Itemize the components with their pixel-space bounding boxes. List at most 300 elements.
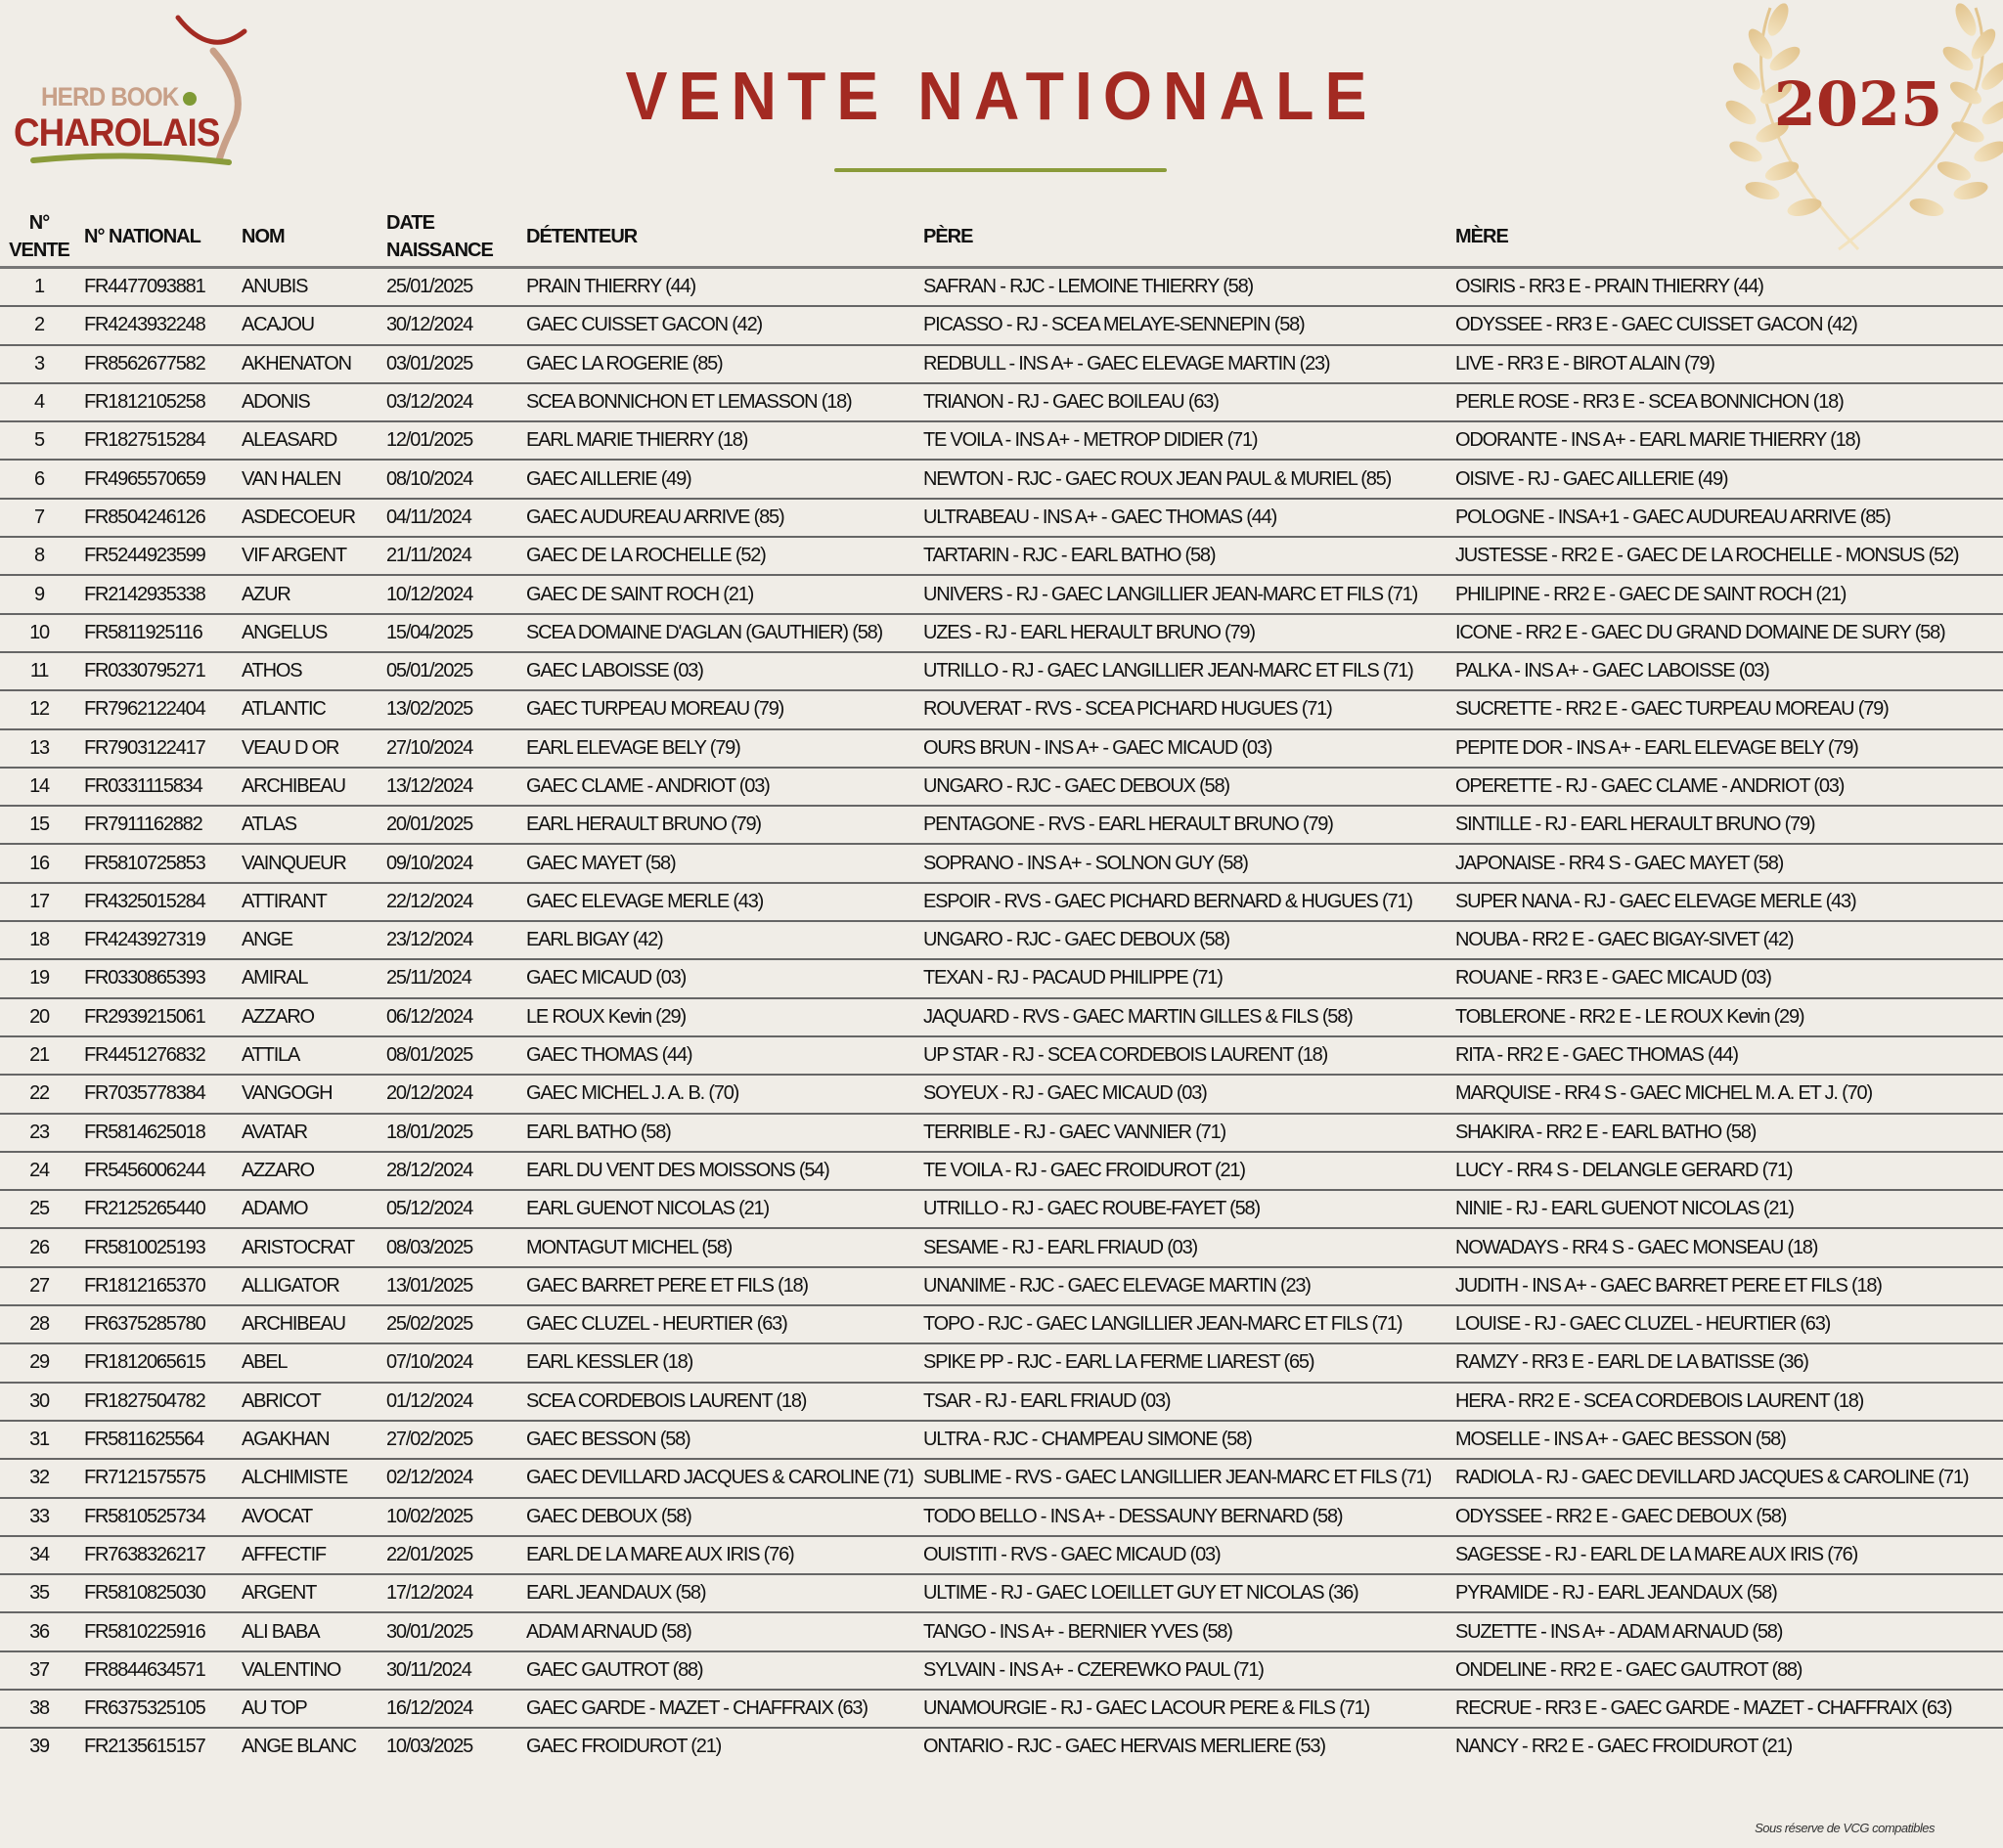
cell-detenteur: EARL DE LA MARE AUX IRIS (76) [526,1536,923,1574]
table-row [0,306,2003,344]
cell-pere: ONTARIO - RJC - GAEC HERVAIS MERLIERE (53) [923,1736,1325,1758]
cell-mere: MARQUISE - RR4 S - GAEC MICHEL M. A. ET J. (70) [1455,1075,2003,1113]
cell-pere: TERRIBLE - RJ - GAEC VANNIER (71) [923,1114,1455,1152]
cell-date: 15/04/2025 [386,614,526,652]
cell-mere: PALKA - INS A+ - GAEC LABOISSE (03) [1455,652,2003,690]
cell-mere: NINIE - RJ - EARL GUENOT NICOLAS (21) [1455,1190,2003,1228]
cell-date: 25/01/2025 [386,268,526,307]
cell-nom: AMIRAL [242,959,386,997]
cell-vente: 12 [0,690,78,728]
table-header-row [0,207,2003,268]
cell-vente: 32 [0,1459,78,1497]
cell-national: FR5244923599 [78,537,242,575]
cell-date: 10/12/2024 [386,575,526,613]
cell-vente: 7 [0,499,78,537]
cell-national: FR7903122417 [78,729,242,768]
cell-date: 13/02/2025 [386,690,526,728]
cell-vente: 20 [0,998,78,1036]
cell-pere: UZES - RJ - EARL HERAULT BRUNO (79) [923,614,1455,652]
cell-nom: AZZARO [242,998,386,1036]
cell-mere: POLOGNE - INSA+1 - GAEC AUDUREAU ARRIVE (85) [1455,499,2003,537]
cell-vente: 6 [0,460,78,498]
cell-national: FR2135615157 [84,1736,205,1758]
cell-date: 25/11/2024 [386,959,526,997]
table-row [0,1421,2003,1459]
cell-detenteur: GAEC BESSON (58) [526,1421,923,1459]
cell-pere: TEXAN - RJ - PACAUD PHILIPPE (71) [923,959,1455,997]
cell-date: 08/01/2025 [386,1036,526,1075]
cell-mere: NOUBA - RR2 E - GAEC BIGAY-SIVET (42) [1455,921,2003,959]
table-row [0,345,2003,383]
cell-nom: ALCHIMISTE [242,1459,386,1497]
cell-date: 25/02/2025 [386,1305,526,1343]
cell-vente: 14 [0,768,78,806]
table-row [0,1075,2003,1113]
cell-pere: UTRILLO - RJ - GAEC LANGILLIER JEAN-MARC ET FILS (71) [923,652,1455,690]
table-row [0,1114,2003,1152]
cell-mere: RITA - RR2 E - GAEC THOMAS (44) [1455,1036,2003,1075]
table-row [0,1383,2003,1421]
cell-date: 20/01/2025 [386,806,526,844]
cell-detenteur: MONTAGUT MICHEL (58) [526,1228,923,1266]
cell-national: FR2125265440 [78,1190,242,1228]
cell-pere: TSAR - RJ - EARL FRIAUD (03) [923,1383,1455,1421]
cell-national: FR6375285780 [78,1305,242,1343]
cell-detenteur: EARL JEANDAUX (58) [526,1574,923,1612]
table-row [0,383,2003,421]
cell-pere: OUISTITI - RVS - GAEC MICAUD (03) [923,1536,1455,1574]
cell-pere: UNIVERS - RJ - GAEC LANGILLIER JEAN-MARC ET FILS (71) [923,575,1455,613]
cell-pere: UP STAR - RJ - SCEA CORDEBOIS LAURENT (18) [923,1036,1455,1075]
cell-mere: RAMZY - RR3 E - EARL DE LA BATISSE (36) [1455,1343,2003,1382]
table-row [0,1498,2003,1536]
cell-nom: VAN HALEN [242,460,386,498]
table-row [0,1459,2003,1497]
cell-nom: ATLAS [242,806,386,844]
cell-nom: VANGOGH [242,1075,386,1113]
cell-nom: AGAKHAN [242,1421,386,1459]
cell-vente: 33 [0,1498,78,1536]
cell-vente: 11 [0,652,78,690]
cell-nom: ARCHIBEAU [242,1305,386,1343]
cell-vente: 8 [0,537,78,575]
col-header-date: DATE NAISSANCE [386,207,526,268]
cell-detenteur: GAEC DEBOUX (58) [526,1498,923,1536]
table-row [0,1574,2003,1612]
table-row [0,921,2003,959]
cell-national: FR5811625564 [78,1421,242,1459]
cell-national: FR1812065615 [78,1343,242,1382]
cell-vente: 35 [0,1574,78,1612]
cell-date: 08/03/2025 [386,1228,526,1266]
cell-vente: 9 [0,575,78,613]
cell-national: FR7911162882 [78,806,242,844]
cell-nom: ANUBIS [242,268,386,307]
cell-nom: ALEASARD [242,421,386,460]
cell-vente: 38 [0,1690,78,1728]
cell-vente: 10 [0,614,78,652]
cell-vente: 29 [0,1343,78,1382]
cell-pere: ESPOIR - RVS - GAEC PICHARD BERNARD & HUGUES (71) [923,883,1455,921]
footnote: Sous réserve de VCG compatibles [1755,1821,1935,1835]
cell-detenteur: GAEC AUDUREAU ARRIVE (85) [526,499,923,537]
cell-mere: PYRAMIDE - RJ - EARL JEANDAUX (58) [1455,1574,2003,1612]
cell-date: 07/10/2024 [386,1343,526,1382]
table-row [0,614,2003,652]
cell-detenteur: EARL KESSLER (18) [526,1343,923,1382]
cell-vente: 21 [0,1036,78,1075]
cell-mere: LOUISE - RJ - GAEC CLUZEL - HEURTIER (63) [1455,1305,2003,1343]
cell-detenteur: GAEC LABOISSE (03) [526,652,923,690]
cell-vente: 17 [0,883,78,921]
table-row [0,844,2003,882]
cell-mere: ONDELINE - RR2 E - GAEC GAUTROT (88) [1455,1651,2003,1690]
cell-national: FR4243927319 [78,921,242,959]
cell-vente: 13 [0,729,78,768]
cell-national: FR4243932248 [78,306,242,344]
cell-pere: ULTRA - RJC - CHAMPEAU SIMONE (58) [923,1421,1455,1459]
cell-mere: MOSELLE - INS A+ - GAEC BESSON (58) [1455,1421,2003,1459]
cell-nom: ATTILA [242,1036,386,1075]
cell-mere: NOWADAYS - RR4 S - GAEC MONSEAU (18) [1455,1228,2003,1266]
cell-date: 02/12/2024 [386,1459,526,1497]
cell-pere: TE VOILA - RJ - GAEC FROIDUROT (21) [923,1152,1455,1190]
cell-national: FR6375325105 [78,1690,242,1728]
col-header-nom: NOM [242,207,386,268]
cell-date: 27/02/2025 [386,1421,526,1459]
cell-national: FR8844634571 [78,1651,242,1690]
cell-mere: JAPONAISE - RR4 S - GAEC MAYET (58) [1455,844,2003,882]
cell-detenteur: EARL BATHO (58) [526,1114,923,1152]
cell-vente: 15 [0,806,78,844]
cell-mere: LIVE - RR3 E - BIROT ALAIN (79) [1455,345,2003,383]
table-row [0,1536,2003,1574]
cell-date: 12/01/2025 [386,421,526,460]
col-header-mere: MÈRE [1455,207,2003,268]
cell-national: FR5810825030 [78,1574,242,1612]
cell-mere: HERA - RR2 E - SCEA CORDEBOIS LAURENT (18) [1455,1383,2003,1421]
cell-vente: 4 [0,383,78,421]
cell-vente: 2 [0,306,78,344]
cell-detenteur: GAEC MICHEL J. A. B. (70) [526,1075,923,1113]
cell-mere: ICONE - RR2 E - GAEC DU GRAND DOMAINE DE SURY (58) [1455,614,2003,652]
cell-national: FR1812165370 [78,1267,242,1305]
cell-vente: 22 [0,1075,78,1113]
cell-vente: 25 [0,1190,78,1228]
cell-detenteur: PRAIN THIERRY (44) [526,268,923,307]
cell-detenteur: GAEC GAUTROT (88) [526,1651,923,1690]
cell-pere: JAQUARD - RVS - GAEC MARTIN GILLES & FILS (58) [923,998,1455,1036]
cell-nom: ATHOS [242,652,386,690]
table-row [0,575,2003,613]
table-row [0,1343,2003,1382]
cell-vente: 18 [0,921,78,959]
cell-national: FR2142935338 [78,575,242,613]
col-header-national: N° NATIONAL [78,207,242,268]
cell-date: 13/12/2024 [386,768,526,806]
cell-vente: 23 [0,1114,78,1152]
cell-national: FR2939215061 [78,998,242,1036]
cell-mere: OPERETTE - RJ - GAEC CLAME - ANDRIOT (03) [1455,768,2003,806]
cell-mere: OSIRIS - RR3 E - PRAIN THIERRY (44) [1455,268,2003,307]
cell-detenteur: EARL GUENOT NICOLAS (21) [526,1190,923,1228]
table-row [0,768,2003,806]
cell-date: 17/12/2024 [386,1574,526,1612]
cell-nom: AKHENATON [242,345,386,383]
table-row [0,690,2003,728]
cell-national: FR0330865393 [78,959,242,997]
cell-vente: 34 [0,1536,78,1574]
cell-vente: 39 [29,1736,49,1758]
cell-pere: UNAMOURGIE - RJ - GAEC LACOUR PERE & FILS (71) [923,1690,1455,1728]
logo-line-herd-book: HERD BOOK [41,82,179,111]
cell-detenteur: GAEC BARRET PERE ET FILS (18) [526,1267,923,1305]
cell-national: FR1827504782 [78,1383,242,1421]
cell-pere: TOPO - RJC - GAEC LANGILLIER JEAN-MARC ET FILS (71) [923,1305,1455,1343]
table-row [0,1690,2003,1728]
cell-pere: TODO BELLO - INS A+ - DESSAUNY BERNARD (58) [923,1498,1455,1536]
cell-nom: ADONIS [242,383,386,421]
cell-pere: SESAME - RJ - EARL FRIAUD (03) [923,1228,1455,1266]
cell-vente: 30 [0,1383,78,1421]
cell-national: FR5810225916 [78,1612,242,1650]
cell-detenteur: GAEC TURPEAU MOREAU (79) [526,690,923,728]
table-row [0,1305,2003,1343]
cell-date: 22/01/2025 [386,1536,526,1574]
cell-pere: PICASSO - RJ - SCEA MELAYE-SENNEPIN (58) [923,306,1455,344]
cell-national: FR4477093881 [78,268,242,307]
cell-mere: LUCY - RR4 S - DELANGLE GERARD (71) [1455,1152,2003,1190]
cell-nom: ACAJOU [242,306,386,344]
table-row [0,1651,2003,1690]
cell-date: 13/01/2025 [386,1267,526,1305]
year-badge: 2025 [1773,68,1943,140]
table-row [0,883,2003,921]
table-row [0,729,2003,768]
cell-mere: RADIOLA - RJ - GAEC DEVILLARD JACQUES & CAROLINE (71) [1455,1459,2003,1497]
cell-national: FR5456006244 [78,1152,242,1190]
cell-mere: PEPITE DOR - INS A+ - EARL ELEVAGE BELY (79) [1455,729,2003,768]
cell-pere: ULTRABEAU - INS A+ - GAEC THOMAS (44) [923,499,1455,537]
cell-pere: UNGARO - RJC - GAEC DEBOUX (58) [923,921,1455,959]
cell-detenteur: SCEA BONNICHON ET LEMASSON (18) [526,383,923,421]
cell-detenteur: GAEC ELEVAGE MERLE (43) [526,883,923,921]
cell-vente: 37 [0,1651,78,1690]
table-row [0,1152,2003,1190]
cell-nom: ANGELUS [242,614,386,652]
cell-national: FR1812105258 [78,383,242,421]
cell-pere: ULTIME - RJ - GAEC LOEILLET GUY ET NICOLAS (36) [923,1574,1455,1612]
cell-detenteur: GAEC DEVILLARD JACQUES & CAROLINE (71) [526,1459,923,1497]
cell-detenteur: GAEC MICAUD (03) [526,959,923,997]
table-row [0,1267,2003,1305]
cell-date: 03/12/2024 [386,383,526,421]
cell-national: FR5811925116 [78,614,242,652]
cell-pere: PENTAGONE - RVS - EARL HERAULT BRUNO (79) [923,806,1455,844]
cell-nom: ARGENT [242,1574,386,1612]
cell-date: 08/10/2024 [386,460,526,498]
cell-national: FR7121575575 [78,1459,242,1497]
cell-nom: AVOCAT [242,1498,386,1536]
cell-date: 05/01/2025 [386,652,526,690]
cell-national: FR7962122404 [78,690,242,728]
cell-national: FR8504246126 [78,499,242,537]
cell-national: FR1827515284 [78,421,242,460]
cell-date: 03/01/2025 [386,345,526,383]
col-header-vente: N° VENTE [0,207,78,268]
cell-national: FR7638326217 [78,1536,242,1574]
table-row [0,1036,2003,1075]
cell-national: FR0330795271 [78,652,242,690]
cell-mere: ODYSSEE - RR3 E - GAEC CUISSET GACON (42) [1455,306,2003,344]
cell-nom: ATLANTIC [242,690,386,728]
cell-pere: UNANIME - RJC - GAEC ELEVAGE MARTIN (23) [923,1267,1455,1305]
cell-mere: SHAKIRA - RR2 E - EARL BATHO (58) [1455,1114,2003,1152]
col-header-detenteur: DÉTENTEUR [526,207,923,268]
cell-date: 09/10/2024 [386,844,526,882]
cell-nom: ARCHIBEAU [242,768,386,806]
cell-nom: ADAMO [242,1190,386,1228]
cell-detenteur: GAEC CUISSET GACON (42) [526,306,923,344]
cell-nom: ASDECOEUR [242,499,386,537]
cell-national: FR5814625018 [78,1114,242,1152]
cell-pere: SYLVAIN - INS A+ - CZEREWKO PAUL (71) [923,1651,1455,1690]
table-row [0,1612,2003,1650]
col-header-pere: PÈRE [923,207,1455,268]
cell-nom: ALLIGATOR [242,1267,386,1305]
table-row [0,268,2003,307]
cell-pere: TRIANON - RJ - GAEC BOILEAU (63) [923,383,1455,421]
cell-nom: AU TOP [242,1690,386,1728]
cell-detenteur: GAEC DE LA ROCHELLE (52) [526,537,923,575]
cell-detenteur: GAEC FROIDUROT (21) [526,1736,722,1758]
cell-mere: OISIVE - RJ - GAEC AILLERIE (49) [1455,460,2003,498]
table-row [0,1228,2003,1266]
cell-vente: 27 [0,1267,78,1305]
cell-nom: ANGE [242,921,386,959]
cell-mere: PERLE ROSE - RR3 E - SCEA BONNICHON (18) [1455,383,2003,421]
table-row [0,806,2003,844]
cell-detenteur: GAEC CLUZEL - HEURTIER (63) [526,1305,923,1343]
cell-mere: PHILIPINE - RR2 E - GAEC DE SAINT ROCH (21) [1455,575,2003,613]
table-row [0,460,2003,498]
cell-nom: AZUR [242,575,386,613]
cell-pere: SAFRAN - RJC - LEMOINE THIERRY (58) [923,268,1455,307]
cell-mere: NANCY - RR2 E - GAEC FROIDUROT (21) [1455,1736,1792,1758]
sale-table [0,207,2003,1766]
table-body [0,268,2003,1766]
cell-national: FR5810525734 [78,1498,242,1536]
cell-detenteur: GAEC THOMAS (44) [526,1036,923,1075]
cell-pere: SPIKE PP - RJC - EARL LA FERME LIAREST (65) [923,1343,1455,1382]
cell-date: 10/02/2025 [386,1498,526,1536]
table-row [0,998,2003,1036]
cell-nom: VIF ARGENT [242,537,386,575]
cell-nom: AZZARO [242,1152,386,1190]
cell-mere: ODYSSEE - RR2 E - GAEC DEBOUX (58) [1455,1498,2003,1536]
cell-date: 28/12/2024 [386,1152,526,1190]
cell-vente: 19 [0,959,78,997]
cell-detenteur: GAEC AILLERIE (49) [526,460,923,498]
cell-vente: 28 [0,1305,78,1343]
cell-mere: ROUANE - RR3 E - GAEC MICAUD (03) [1455,959,2003,997]
cell-mere: SAGESSE - RJ - EARL DE LA MARE AUX IRIS (76) [1455,1536,2003,1574]
cell-nom: ALI BABA [242,1612,386,1650]
cell-date: 21/11/2024 [386,537,526,575]
cell-mere: SUCRETTE - RR2 E - GAEC TURPEAU MOREAU (79) [1455,690,2003,728]
cell-detenteur: GAEC CLAME - ANDRIOT (03) [526,768,923,806]
cell-pere: ROUVERAT - RVS - SCEA PICHARD HUGUES (71) [923,690,1455,728]
cell-detenteur: SCEA DOMAINE D'AGLAN (GAUTHIER) (58) [526,614,923,652]
cell-pere: SOYEUX - RJ - GAEC MICAUD (03) [923,1075,1455,1113]
cell-nom: ABRICOT [242,1383,386,1421]
cell-mere: SUZETTE - INS A+ - ADAM ARNAUD (58) [1455,1612,2003,1650]
cell-vente: 5 [0,421,78,460]
cell-mere: TOBLERONE - RR2 E - LE ROUX Kevin (29) [1455,998,2003,1036]
cell-pere: UTRILLO - RJ - GAEC ROUBE-FAYET (58) [923,1190,1455,1228]
cell-nom: AFFECTIF [242,1536,386,1574]
table-row [0,499,2003,537]
cell-mere: ODORANTE - INS A+ - EARL MARIE THIERRY (18) [1455,421,2003,460]
title-underline [834,168,1167,172]
cell-detenteur: GAEC GARDE - MAZET - CHAFFRAIX (63) [526,1690,923,1728]
cell-date: 16/12/2024 [386,1690,526,1728]
cell-detenteur: EARL MARIE THIERRY (18) [526,421,923,460]
cell-date: 20/12/2024 [386,1075,526,1113]
cell-date: 06/12/2024 [386,998,526,1036]
cell-nom: VALENTINO [242,1651,386,1690]
cell-nom: VEAU D OR [242,729,386,768]
cell-mere: SINTILLE - RJ - EARL HERAULT BRUNO (79) [1455,806,2003,844]
cell-national: FR0331115834 [78,768,242,806]
cell-pere: REDBULL - INS A+ - GAEC ELEVAGE MARTIN (23) [923,345,1455,383]
cell-nom: ANGE BLANC [242,1736,356,1758]
cell-pere: SOPRANO - INS A+ - SOLNON GUY (58) [923,844,1455,882]
cell-nom: VAINQUEUR [242,844,386,882]
cell-vente: 3 [0,345,78,383]
cell-nom: AVATAR [242,1114,386,1152]
cell-national: FR4325015284 [78,883,242,921]
cell-national: FR7035778384 [78,1075,242,1113]
cell-date: 05/12/2024 [386,1190,526,1228]
cell-detenteur: EARL BIGAY (42) [526,921,923,959]
cell-national: FR4451276832 [78,1036,242,1075]
cell-mere: JUDITH - INS A+ - GAEC BARRET PERE ET FILS (18) [1455,1267,2003,1305]
cell-pere: SUBLIME - RVS - GAEC LANGILLIER JEAN-MARC ET FILS (71) [923,1459,1455,1497]
cell-pere: TARTARIN - RJC - EARL BATHO (58) [923,537,1455,575]
cell-vente: 36 [0,1612,78,1650]
cell-detenteur: GAEC DE SAINT ROCH (21) [526,575,923,613]
page-title: VENTE NATIONALE [625,58,1378,134]
cell-detenteur: EARL ELEVAGE BELY (79) [526,729,923,768]
cell-pere: TE VOILA - INS A+ - METROP DIDIER (71) [923,421,1455,460]
cell-pere: OURS BRUN - INS A+ - GAEC MICAUD (03) [923,729,1455,768]
cell-date: 30/11/2024 [386,1651,526,1690]
cell-date: 30/12/2024 [386,306,526,344]
cell-vente: 16 [0,844,78,882]
cell-date: 01/12/2024 [386,1383,526,1421]
cell-vente: 1 [0,268,78,307]
table-row [0,421,2003,460]
cell-nom: ABEL [242,1343,386,1382]
cell-date: 27/10/2024 [386,729,526,768]
cell-date: 04/11/2024 [386,499,526,537]
cell-national: FR4965570659 [78,460,242,498]
table-row [0,652,2003,690]
table-row [0,1728,2003,1765]
cell-mere: RECRUE - RR3 E - GAEC GARDE - MAZET - CHAFFRAIX (63) [1455,1690,2003,1728]
cell-mere: SUPER NANA - RJ - GAEC ELEVAGE MERLE (43) [1455,883,2003,921]
